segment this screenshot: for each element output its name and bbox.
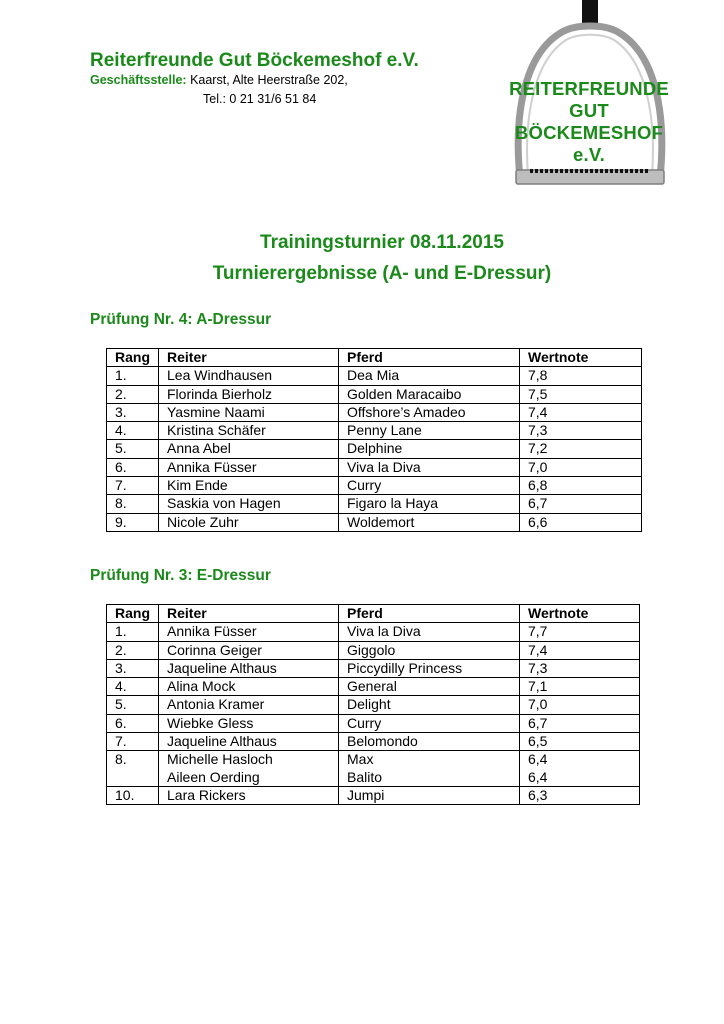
reiter-cell: Annika Füsser xyxy=(159,458,339,476)
rang-cell: 3. xyxy=(107,659,159,677)
reiter-cell: Jaqueline Althaus xyxy=(159,733,339,751)
pferd-cell: Curry xyxy=(339,477,520,495)
rang-cell: 1. xyxy=(107,367,159,385)
reiter-cell: Lara Rickers xyxy=(159,786,339,804)
section-title-a-dressur: Prüfung Nr. 4: A-Dressur xyxy=(90,311,272,328)
wertnote-cell: 7,3 xyxy=(520,659,640,677)
reiter-cell: Saskia von Hagen xyxy=(159,495,339,513)
table-row xyxy=(107,714,640,732)
rang-cell: 9. xyxy=(107,513,159,531)
reiter-cell: Antonia Kramer xyxy=(159,696,339,714)
column-header-pferd: Pferd xyxy=(339,605,520,623)
rang-cell: 1. xyxy=(107,623,159,641)
table-row xyxy=(107,696,640,714)
rang-cell: 5. xyxy=(107,440,159,458)
table-row xyxy=(107,422,642,440)
column-header-reiter: Reiter xyxy=(159,605,339,623)
logo-wordmark xyxy=(500,78,678,166)
pferd-cell: Giggolo xyxy=(339,641,520,659)
table-row xyxy=(107,751,640,769)
rang-cell: 2. xyxy=(107,385,159,403)
wertnote-cell: 6,7 xyxy=(520,714,640,732)
wertnote-cell: 7,5 xyxy=(520,385,642,403)
reiter-cell: Kim Ende xyxy=(159,477,339,495)
section-title-e-dressur: Prüfung Nr. 3: E-Dressur xyxy=(90,567,271,584)
column-header-rang: Rang xyxy=(107,349,159,367)
wertnote-cell: 6,4 xyxy=(520,769,640,787)
rang-cell: 8. xyxy=(107,751,159,769)
table-row xyxy=(107,495,642,513)
wertnote-cell: 6,3 xyxy=(520,786,640,804)
wertnote-cell: 7,2 xyxy=(520,440,642,458)
event-subtitle: Turnierergebnisse (A- und E-Dressur) xyxy=(212,263,552,284)
phone-number: Tel.: 0 21 31/6 51 84 xyxy=(203,92,317,106)
table-row xyxy=(107,733,640,751)
reiter-cell: Michelle Hasloch xyxy=(159,751,339,769)
reiter-cell: Wiebke Gless xyxy=(159,714,339,732)
rang-cell: 4. xyxy=(107,678,159,696)
rang-cell: 3. xyxy=(107,403,159,421)
table-row xyxy=(107,623,640,641)
table-row xyxy=(107,385,642,403)
pferd-cell: Max xyxy=(339,751,520,769)
pferd-cell: Piccydilly Princess xyxy=(339,659,520,677)
table-row xyxy=(107,786,640,804)
logo-line-3: BÖCKEMESHOF e.V. xyxy=(514,122,664,165)
table-row xyxy=(107,367,642,385)
pferd-cell: Dea Mia xyxy=(339,367,520,385)
reiter-cell: Alina Mock xyxy=(159,678,339,696)
pferd-cell: Viva la Diva xyxy=(339,623,520,641)
wertnote-cell: 6,5 xyxy=(520,733,640,751)
rang-cell: 4. xyxy=(107,422,159,440)
rang-cell: 7. xyxy=(107,733,159,751)
wertnote-cell: 7,0 xyxy=(520,458,642,476)
table-row xyxy=(107,659,640,677)
pferd-cell: General xyxy=(339,678,520,696)
rang-cell: 8. xyxy=(107,495,159,513)
pferd-cell: Belomondo xyxy=(339,733,520,751)
wertnote-cell: 7,1 xyxy=(520,678,640,696)
office-address-line xyxy=(90,73,348,87)
column-header-pferd: Pferd xyxy=(339,349,520,367)
rang-cell: 10. xyxy=(107,786,159,804)
logo-line-1: REITERFREUNDE xyxy=(509,78,669,99)
pferd-cell: Curry xyxy=(339,714,520,732)
table-row xyxy=(107,458,642,476)
rang-cell: 6. xyxy=(107,458,159,476)
reiter-cell: Kristina Schäfer xyxy=(159,422,339,440)
table-row xyxy=(107,513,642,531)
rang-cell xyxy=(107,769,159,787)
pferd-cell: Jumpi xyxy=(339,786,520,804)
table-row xyxy=(107,440,642,458)
wertnote-cell: 7,7 xyxy=(520,623,640,641)
wertnote-cell: 6,7 xyxy=(520,495,642,513)
column-header-rang: Rang xyxy=(107,605,159,623)
wertnote-cell: 6,4 xyxy=(520,751,640,769)
logo-line-2: GUT xyxy=(569,100,609,121)
table-row xyxy=(107,403,642,421)
rang-cell: 2. xyxy=(107,641,159,659)
table-header-row xyxy=(107,349,642,367)
table-row xyxy=(107,678,640,696)
wertnote-cell: 7,0 xyxy=(520,696,640,714)
wertnote-cell: 7,8 xyxy=(520,367,642,385)
pferd-cell: Balito xyxy=(339,769,520,787)
office-address: Kaarst, Alte Heerstraße 202, xyxy=(190,73,348,87)
results-table-a-dressur xyxy=(106,348,642,532)
table-row xyxy=(107,769,640,787)
table-row xyxy=(107,641,640,659)
reiter-cell: Corinna Geiger xyxy=(159,641,339,659)
wertnote-cell: 7,4 xyxy=(520,403,642,421)
wertnote-cell: 6,8 xyxy=(520,477,642,495)
office-label: Geschäftsstelle: xyxy=(90,73,187,87)
reiter-cell: Nicole Zuhr xyxy=(159,513,339,531)
rang-cell: 5. xyxy=(107,696,159,714)
reiter-cell: Jaqueline Althaus xyxy=(159,659,339,677)
rang-cell: 7. xyxy=(107,477,159,495)
reiter-cell: Yasmine Naami xyxy=(159,403,339,421)
results-table-e-dressur xyxy=(106,604,640,805)
pferd-cell: Viva la Diva xyxy=(339,458,520,476)
pferd-cell: Woldemort xyxy=(339,513,520,531)
column-header-wertnote: Wertnote xyxy=(520,349,642,367)
pferd-cell: Delight xyxy=(339,696,520,714)
reiter-cell: Lea Windhausen xyxy=(159,367,339,385)
rang-cell: 6. xyxy=(107,714,159,732)
reiter-cell: Annika Füsser xyxy=(159,623,339,641)
pferd-cell: Figaro la Haya xyxy=(339,495,520,513)
reiter-cell: Anna Abel xyxy=(159,440,339,458)
column-header-wertnote: Wertnote xyxy=(520,605,640,623)
table-header-row xyxy=(107,605,640,623)
table-row xyxy=(107,477,642,495)
wertnote-cell: 7,3 xyxy=(520,422,642,440)
pferd-cell: Golden Maracaibo xyxy=(339,385,520,403)
reiter-cell: Florinda Bierholz xyxy=(159,385,339,403)
event-title: Trainingsturnier 08.11.2015 xyxy=(260,232,504,253)
wertnote-cell: 6,6 xyxy=(520,513,642,531)
pferd-cell: Offshore’s Amadeo xyxy=(339,403,520,421)
column-header-reiter: Reiter xyxy=(159,349,339,367)
pferd-cell: Penny Lane xyxy=(339,422,520,440)
reiter-cell: Aileen Oerding xyxy=(159,769,339,787)
wertnote-cell: 7,4 xyxy=(520,641,640,659)
club-name: Reiterfreunde Gut Böckemeshof e.V. xyxy=(90,50,419,71)
pferd-cell: Delphine xyxy=(339,440,520,458)
